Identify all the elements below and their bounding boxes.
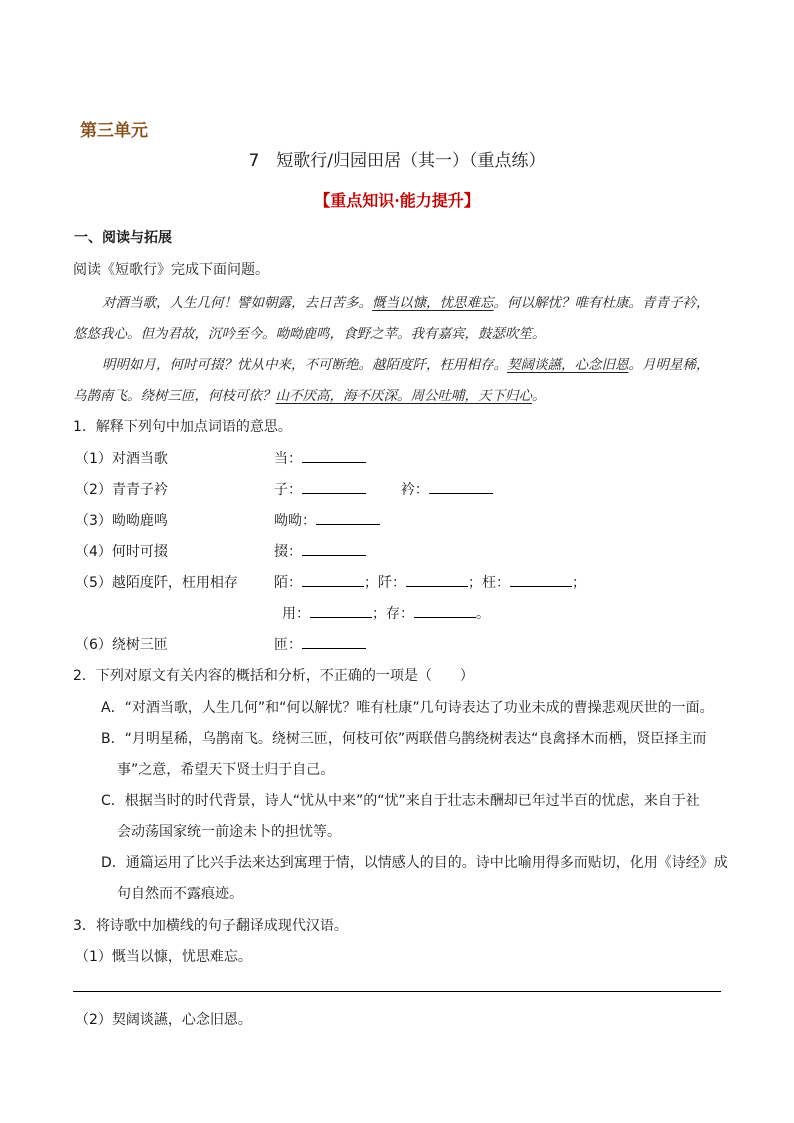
option-c-continued: 会动荡国家统一前途未卜的担忧等。 — [117, 824, 341, 840]
underlined-sentence: 契阔谈讌，心念旧恩 — [507, 357, 629, 373]
q1-item-label: （2）青青子衿 — [75, 482, 168, 498]
q1-item-label: （1）对酒当歌 — [75, 451, 168, 467]
unit-label: 第三单元 — [80, 121, 148, 141]
field-label: 掇： — [274, 544, 302, 560]
q1-answer-row — [274, 510, 380, 530]
section-heading: 一、阅读与拓展 — [74, 230, 172, 246]
option-c[interactable]: C．根据当时的时代背景，诗人“忧从中来”的“忧”来自于壮志未酬却已年过半百的忧虑，来自于社 — [101, 793, 700, 809]
q1-answer-row — [282, 603, 490, 623]
poem-text: 。月明星稀， — [628, 357, 710, 373]
q1-item-label: （5）越陌度阡，枉用相存 — [75, 575, 238, 591]
q1-item-label: （3）呦呦鹿鸣 — [75, 513, 168, 529]
answer-blank[interactable] — [510, 572, 572, 587]
answer-blank[interactable] — [316, 510, 380, 525]
poem-text: 明明如月，何时可掇？忧从中来，不可断绝。越陌度阡，枉用相存。 — [102, 357, 507, 373]
field-label: 呦呦： — [274, 513, 316, 529]
answer-blank[interactable] — [429, 479, 493, 494]
reading-instruction: 阅读《短歌行》完成下面问题。 — [73, 262, 269, 278]
translate-sentence-2: （2）契阔谈讌，心念旧恩。 — [75, 1012, 252, 1028]
field-label: 当： — [274, 451, 302, 467]
field-label: 。 — [476, 606, 490, 622]
answer-blank[interactable] — [414, 603, 476, 618]
q1-item-label: （6）绕树三匝 — [75, 637, 168, 653]
field-label: 陌： — [274, 575, 302, 591]
question-2-stem: 2．下列对原文有关内容的概括和分析，不正确的一项是（ ） — [73, 668, 474, 684]
option-d[interactable]: D．通篇运用了比兴手法来达到寓理于情，以情感人的目的。诗中比喻用得多而贴切，化用《诗经》成 — [101, 855, 728, 871]
option-b-continued: 事”之意，希望天下贤士归于自己。 — [117, 762, 335, 778]
field-label: 用： — [282, 606, 310, 622]
poem-line: 悠悠我心。但为君故，沉吟至今。呦呦鹿鸣，食野之苹。我有嘉宾，鼓瑟吹笙。 — [73, 326, 546, 342]
option-a[interactable]: A．“对酒当歌，人生几何”和“何以解忧？唯有杜康”几句诗表达了功业未成的曹操悲观厌世的一面。 — [101, 700, 714, 716]
q1-answer-row — [274, 634, 366, 654]
poem-line — [73, 384, 546, 404]
field-label: ；阡： — [364, 575, 406, 591]
poem-text: 对酒当歌，人生几何！譬如朝露，去日苦多。 — [102, 295, 372, 311]
poem-text: 。 — [532, 388, 546, 404]
section-banner: 【重点知识·能力提升】 — [314, 191, 480, 210]
answer-line[interactable] — [73, 991, 721, 992]
underlined-sentence: 慨当以慷，忧思难忘 — [372, 295, 494, 311]
field-label: ；枉： — [468, 575, 510, 591]
underlined-sentence: 山不厌高，海不厌深。周公吐哺，天下归心 — [275, 388, 532, 404]
answer-blank[interactable] — [302, 634, 366, 649]
field-label: 子： — [274, 482, 302, 498]
answer-blank[interactable] — [406, 572, 468, 587]
q1-answer-row — [274, 448, 366, 468]
answer-blank[interactable] — [310, 603, 372, 618]
translate-sentence-1: （1）慨当以慷，忧思难忘。 — [75, 949, 252, 965]
option-b[interactable]: B．“月明星稀，乌鹊南飞。绕树三匝，何枝可依”两联借乌鹊绕树表达“良禽择木而栖，贤臣择主而 — [101, 731, 707, 747]
answer-blank[interactable] — [302, 479, 366, 494]
lesson-title: 7 短歌行/归园田居（其一）（重点练） — [248, 151, 546, 171]
poem-line — [102, 291, 710, 311]
field-label: 匝： — [274, 637, 302, 653]
q1-answer-row — [274, 479, 493, 499]
field-label: ；存： — [372, 606, 414, 622]
field-label: 衿： — [400, 482, 429, 498]
poem-text: 。何以解忧？唯有杜康。青青子衿， — [493, 295, 710, 311]
answer-blank[interactable] — [302, 448, 366, 463]
q1-answer-row — [274, 541, 366, 561]
q1-item-label: （4）何时可掇 — [75, 544, 168, 560]
question-3-stem: 3．将诗歌中加横线的句子翻译成现代汉语。 — [73, 918, 348, 934]
field-label: ； — [572, 575, 586, 591]
option-d-continued: 句自然而不露痕迹。 — [117, 886, 243, 902]
poem-line — [102, 353, 710, 373]
q1-answer-row — [274, 572, 586, 592]
poem-text: 乌鹊南飞。绕树三匝，何枝可依？ — [73, 388, 276, 404]
question-1-stem: 1．解释下列句中加点词语的意思。 — [73, 419, 292, 435]
answer-blank[interactable] — [302, 541, 366, 556]
answer-blank[interactable] — [302, 572, 364, 587]
